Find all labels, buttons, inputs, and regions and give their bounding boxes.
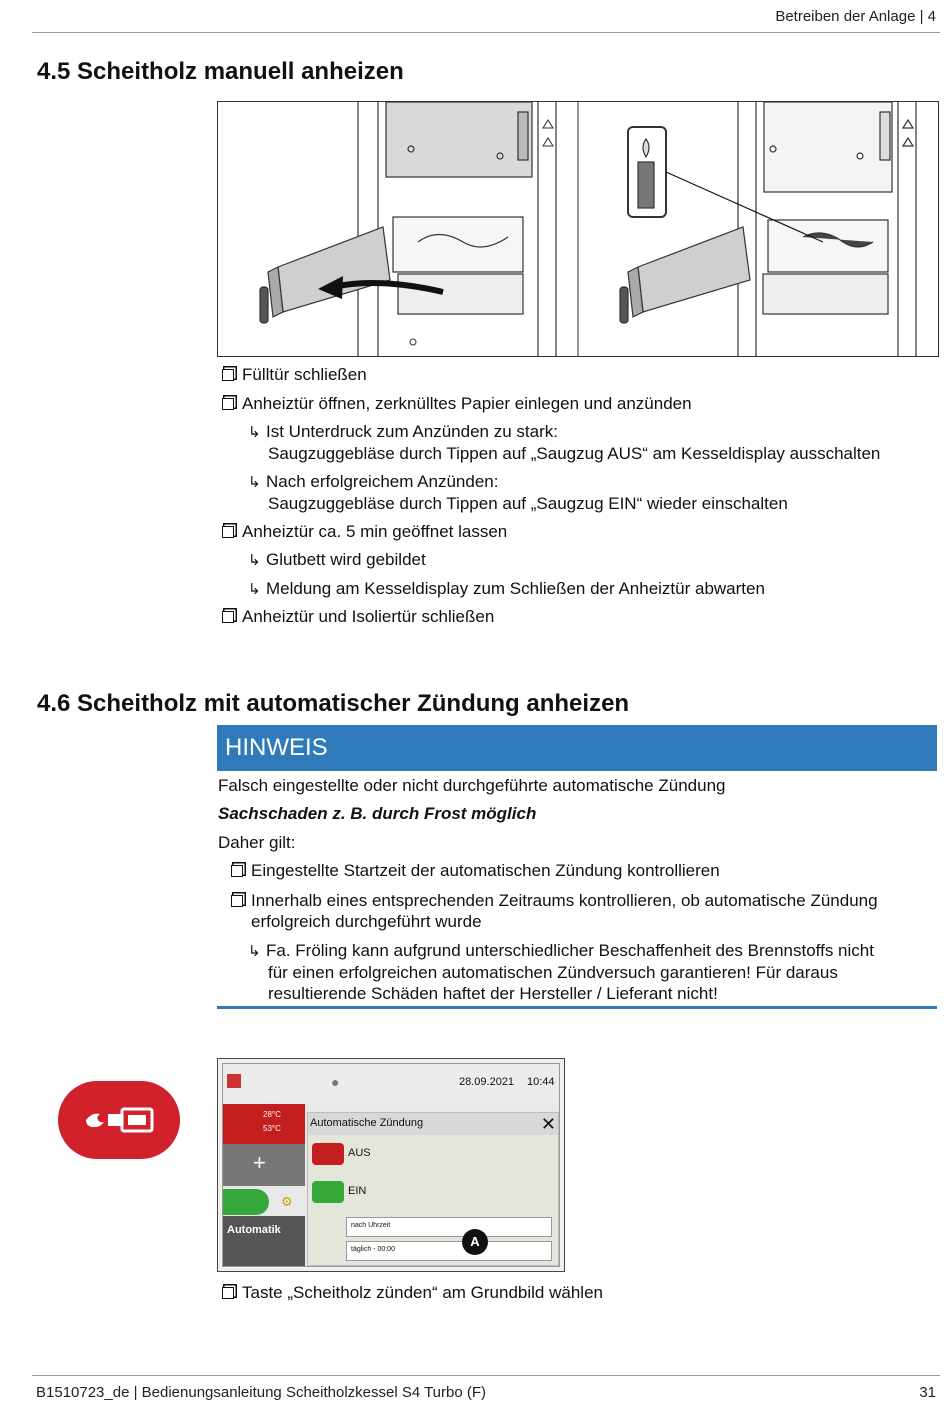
notice-result: ↳ Fa. Fröling kann aufgrund unterschiedlicher Beschaffenheit des Brennstoffs nicht für einen erfolgreichen automatischen Zündversuch garantieren! Für daraus resultierende Schäden haftet der Hersteller / Lieferant nicht! (248, 941, 874, 1003)
ignition-on-button[interactable] (312, 1181, 344, 1203)
boiler-illustration (217, 101, 939, 357)
dialog-title: Automatische Zündung (308, 1113, 558, 1135)
chapter-label: Betreiben der Anlage | 4 (775, 8, 936, 25)
checkbox-icon (222, 526, 234, 538)
notice-label: HINWEIS (225, 734, 328, 761)
notice-cause: Falsch eingestellte oder nicht durchgeführte automatische Zündung (218, 776, 726, 795)
step-check: Anheiztür ca. 5 min geöffnet lassen (222, 521, 507, 542)
status-icon (227, 1074, 241, 1088)
step-result: ↳ Nach erfolgreichem Anzünden: Saugzuggebläse durch Tippen auf „Saugzug EIN“ wieder einschalten (248, 472, 788, 513)
document-reference: B1510723_de | Bedienungsanleitung Scheitholzkessel S4 Turbo (F) (36, 1384, 487, 1401)
temperature-tile[interactable]: 28°C 53°C (223, 1104, 305, 1144)
igniter-icon (58, 1081, 180, 1159)
final-step: Taste „Scheitholz zünden“ am Grundbild wählen (222, 1283, 603, 1303)
result-arrow-icon: ↳ (248, 581, 261, 598)
section-title-4-6: 4.6 Scheitholz mit automatischer Zündung anheizen (37, 690, 630, 717)
add-tile[interactable]: + (223, 1144, 305, 1186)
result-arrow-icon: ↳ (248, 943, 261, 960)
ignite-wood-icon (58, 1081, 180, 1159)
checkbox-icon (222, 611, 234, 623)
step-result: ↳ Ist Unterdruck zum Anzünden zu stark: Saugzuggebläse durch Tippen auf „Saugzug AUS“ am Kesseldisplay ausschalten (248, 422, 881, 463)
result-arrow-icon: ↳ (248, 552, 261, 569)
section-title-4-5: 4.5 Scheitholz manuell anheizen (37, 58, 404, 85)
user-icon[interactable]: ● (331, 1074, 340, 1090)
result-arrow-icon: ↳ (248, 474, 261, 491)
notice-therefore: Daher gilt: (218, 833, 296, 852)
page-header (32, 0, 940, 33)
notice-end-rule (217, 1006, 937, 1009)
checkbox-icon (231, 865, 243, 877)
ignition-off-button[interactable] (312, 1143, 344, 1165)
option-off-label: AUS (348, 1147, 371, 1159)
notice-check: Innerhalb eines entsprechenden Zeitraums kontrollieren, ob automatische Zündung erfolgreich durchgeführt wurde (231, 890, 878, 932)
close-icon[interactable]: ✕ (540, 1114, 556, 1134)
step-check: Anheiztür öffnen, zerknülltes Papier einlegen und anzünden (222, 393, 692, 414)
display-frame (222, 1063, 560, 1267)
page-footer (32, 1375, 940, 1401)
checkbox-icon (222, 1287, 234, 1299)
schedule-row[interactable]: nach Uhrzeit (346, 1217, 552, 1237)
checkbox-icon (231, 895, 243, 907)
wood-ignite-button[interactable] (223, 1189, 269, 1215)
page-number: 31 (919, 1384, 936, 1401)
result-arrow-icon: ↳ (248, 424, 261, 441)
boiler-display-screenshot (217, 1058, 565, 1272)
checkbox-icon (222, 369, 234, 381)
option-on-label: EIN (348, 1185, 367, 1197)
notice-banner (217, 725, 937, 771)
auto-ignition-dialog (307, 1112, 559, 1266)
display-time: 10:44 (527, 1076, 555, 1088)
step-result: ↳ Glutbett wird gebildet (248, 550, 426, 569)
step-result: ↳ Meldung am Kesseldisplay zum Schließen der Anheiztür abwarten (248, 579, 765, 598)
gear-icon[interactable]: ⚙ (281, 1194, 293, 1209)
mode-tile[interactable]: Automatik (223, 1216, 305, 1266)
notice-check: Eingestellte Startzeit der automatischen Zündung kontrollieren (231, 861, 720, 881)
notice-consequence: Sachschaden z. B. durch Frost möglich (218, 804, 537, 823)
step-check: Anheiztür und Isoliertür schließen (222, 606, 494, 627)
display-date: 28.09.2021 (459, 1076, 515, 1088)
callout-marker: A (462, 1229, 488, 1255)
step-check: Fülltür schließen (222, 364, 367, 385)
checkbox-icon (222, 398, 234, 410)
display-topbar (223, 1064, 559, 1104)
boiler-drawing (218, 102, 938, 356)
schedule-row[interactable]: täglich - 00:00 (346, 1241, 552, 1261)
